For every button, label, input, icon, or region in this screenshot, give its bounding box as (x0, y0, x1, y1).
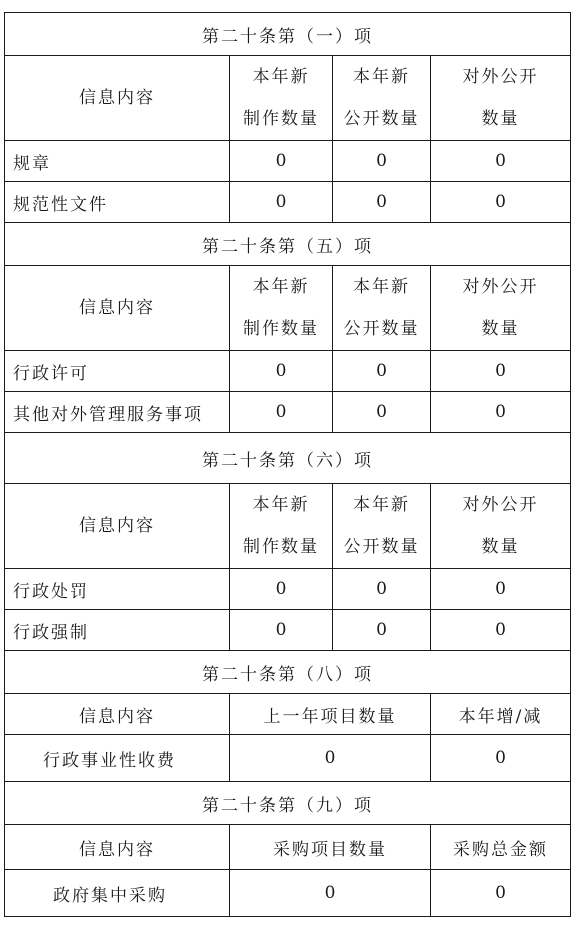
row-value: 0 (431, 735, 571, 782)
section-title: 第二十条第（六）项 (5, 433, 571, 484)
row-value: 0 (230, 569, 333, 610)
row-value: 0 (431, 610, 571, 651)
header-info-content: 信息内容 (5, 825, 230, 870)
header-public-total: 对外公开 数量 (431, 266, 571, 351)
row-value: 0 (230, 735, 431, 782)
header-info-content: 信息内容 (5, 694, 230, 735)
section-title: 第二十条第（八）项 (5, 651, 571, 694)
table-row (5, 392, 571, 433)
table-row (5, 610, 571, 651)
header-info-content: 信息内容 (5, 484, 230, 569)
row-value: 0 (333, 351, 431, 392)
row-label: 规章 (5, 141, 230, 182)
table-row (5, 735, 571, 782)
row-value: 0 (230, 870, 431, 917)
row-value: 0 (230, 182, 333, 223)
row-value: 0 (431, 351, 571, 392)
row-label: 行政事业性收费 (5, 735, 230, 782)
row-value: 0 (333, 569, 431, 610)
header-new-made: 本年新 制作数量 (230, 56, 333, 141)
header-new-published: 本年新 公开数量 (333, 266, 431, 351)
row-label: 政府集中采购 (5, 870, 230, 917)
header-last-year-count: 上一年项目数量 (230, 694, 431, 735)
row-value: 0 (431, 182, 571, 223)
disclosure-table (4, 12, 571, 917)
table-row (5, 182, 571, 223)
row-label: 规范性文件 (5, 182, 230, 223)
row-value: 0 (333, 182, 431, 223)
header-procurement-amount: 采购总金额 (431, 825, 571, 870)
row-value: 0 (230, 351, 333, 392)
row-value: 0 (431, 569, 571, 610)
table-row (5, 351, 571, 392)
row-value: 0 (230, 610, 333, 651)
row-value: 0 (431, 141, 571, 182)
row-value: 0 (333, 141, 431, 182)
row-value: 0 (333, 392, 431, 433)
header-new-published: 本年新 公开数量 (333, 56, 431, 141)
row-label: 行政强制 (5, 610, 230, 651)
header-change: 本年增/减 (431, 694, 571, 735)
header-new-made: 本年新 制作数量 (230, 266, 333, 351)
row-value: 0 (333, 610, 431, 651)
row-value: 0 (431, 392, 571, 433)
table-row (5, 569, 571, 610)
row-value: 0 (230, 141, 333, 182)
section-title: 第二十条第（九）项 (5, 782, 571, 825)
header-info-content: 信息内容 (5, 56, 230, 141)
section-title: 第二十条第（一）项 (5, 13, 571, 56)
section-title: 第二十条第（五）项 (5, 223, 571, 266)
header-public-total: 对外公开 数量 (431, 484, 571, 569)
table-row (5, 141, 571, 182)
header-info-content: 信息内容 (5, 266, 230, 351)
row-label: 行政处罚 (5, 569, 230, 610)
table-row (5, 870, 571, 917)
row-label: 其他对外管理服务事项 (5, 392, 230, 433)
header-new-published: 本年新 公开数量 (333, 484, 431, 569)
header-new-made: 本年新 制作数量 (230, 484, 333, 569)
row-label: 行政许可 (5, 351, 230, 392)
header-procurement-count: 采购项目数量 (230, 825, 431, 870)
row-value: 0 (431, 870, 571, 917)
row-value: 0 (230, 392, 333, 433)
header-public-total: 对外公开 数量 (431, 56, 571, 141)
